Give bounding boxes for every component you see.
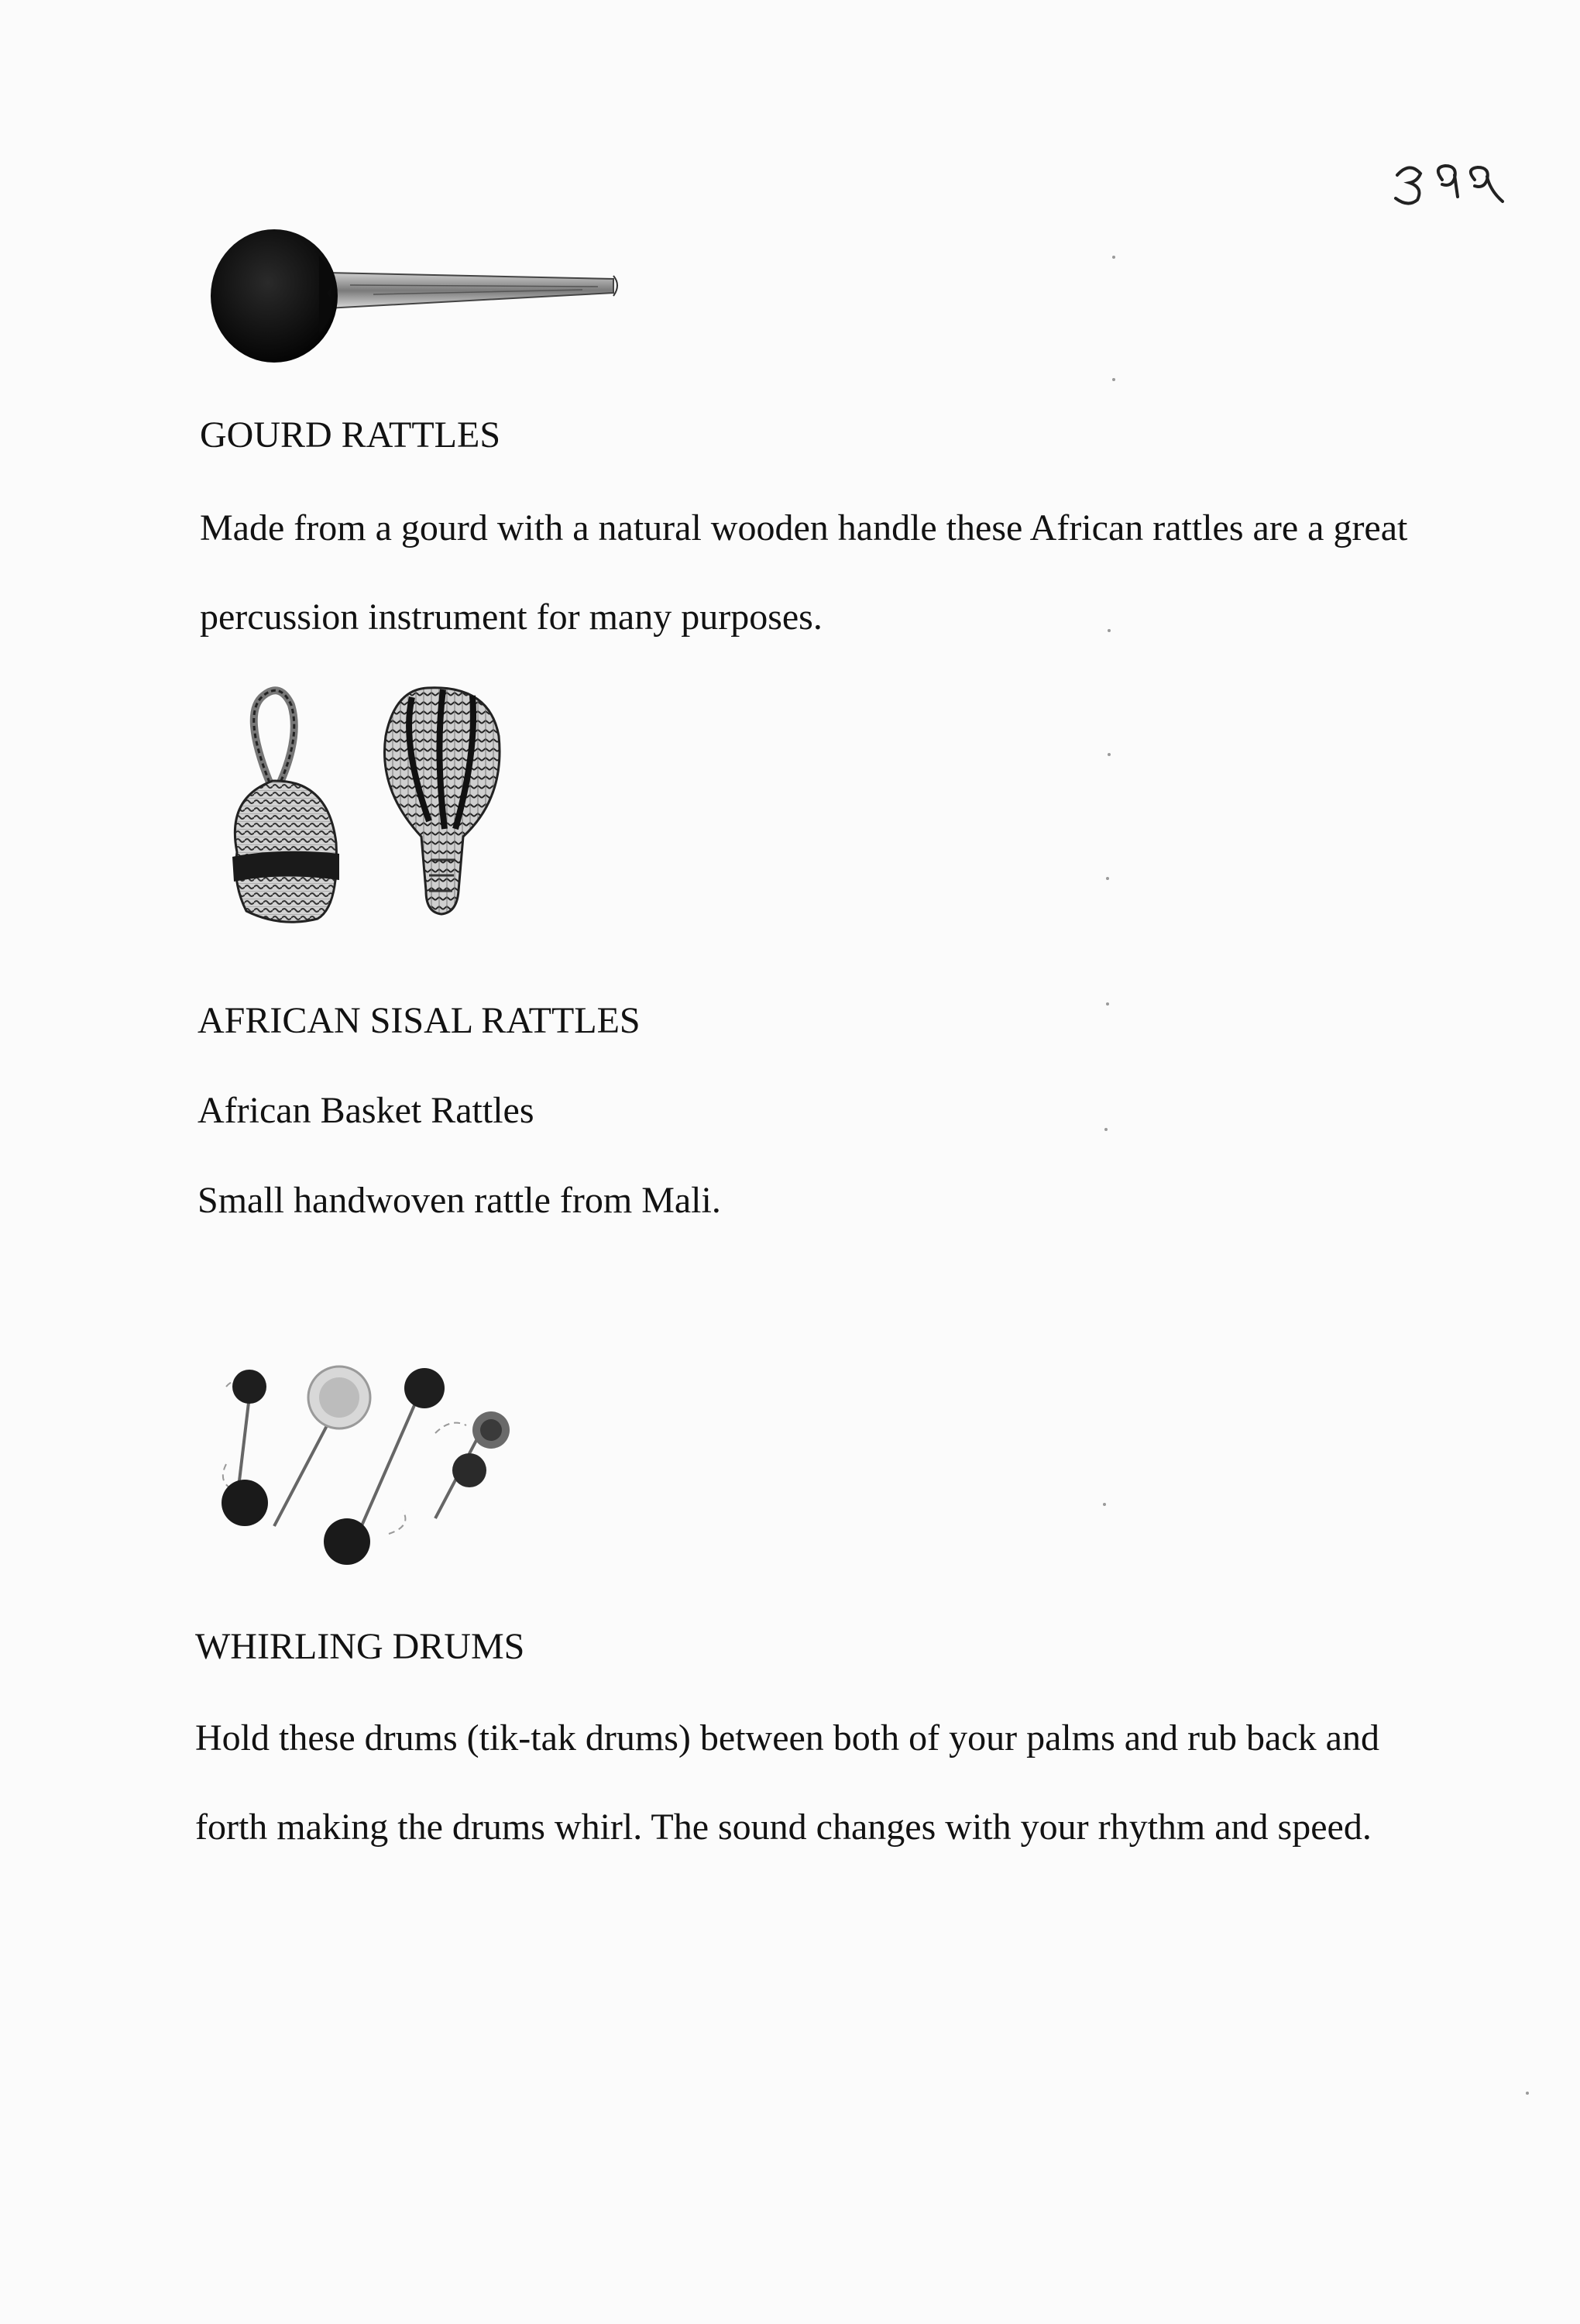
section-title: WHIRLING DRUMS — [195, 1626, 525, 1667]
gourd-rattle-image — [211, 225, 629, 364]
scan-speck — [1526, 2092, 1529, 2095]
section-body: Made from a gourd with a natural wooden handle these African rattles are a great percussion instrument for many purposes. — [200, 507, 1408, 638]
handwritten-page-number — [1386, 153, 1510, 215]
scan-speck — [1104, 1128, 1108, 1131]
sisal-rattles-image — [226, 682, 520, 945]
scan-speck — [1103, 1503, 1106, 1506]
scan-speck — [1106, 1002, 1109, 1006]
scan-speck — [1112, 378, 1115, 381]
whirling-drums-image — [203, 1356, 528, 1588]
scan-speck — [1112, 256, 1115, 259]
scan-speck — [1108, 753, 1111, 756]
section-body: Hold these drums (tik-tak drums) between both of your palms and rub back and forth making the drums whirl. The sound changes with your rhythm and speed. — [195, 1717, 1379, 1848]
section-title: GOURD RATTLES — [200, 414, 501, 456]
scan-speck — [1106, 877, 1109, 880]
section-subtitle: African Basket Rattles — [198, 1090, 534, 1131]
scan-speck — [1108, 629, 1111, 632]
section-body: Small handwoven rattle from Mali. — [198, 1180, 721, 1221]
section-title: AFRICAN SISAL RATTLES — [198, 1000, 641, 1041]
